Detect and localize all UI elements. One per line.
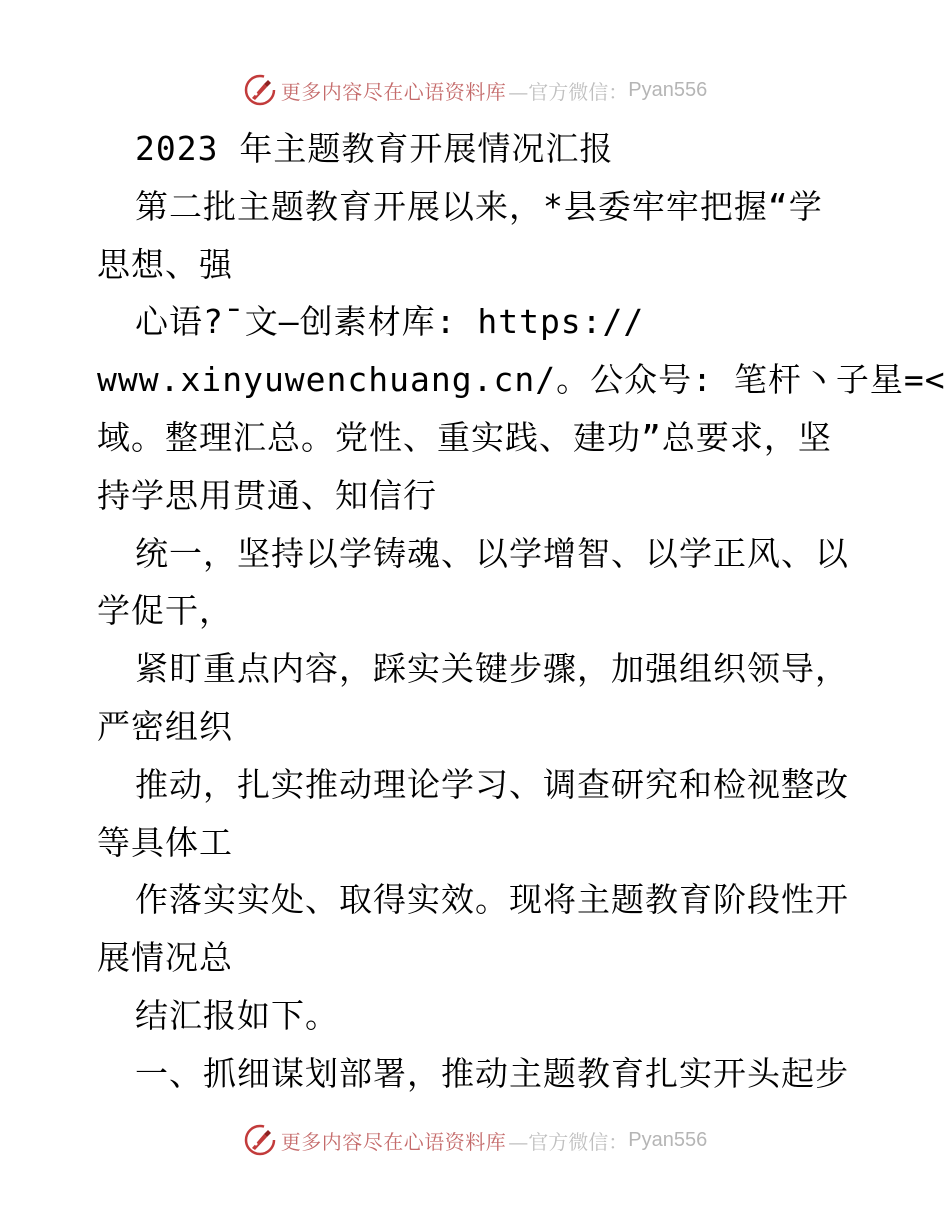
text-line: 严密组织 (97, 706, 233, 746)
text-line: 展情况总 (97, 938, 233, 978)
pen-logo-icon (243, 1123, 277, 1157)
text-line: 思想、强 (97, 244, 233, 284)
text-line: 紧盯重点内容，踩实关键步骤，加强组织领导， (135, 649, 849, 689)
text-line: 统一，坚持以学铸魂、以学增智、以学正风、以 (135, 533, 849, 573)
text-line: 2023 年主题教育开展情况汇报 (135, 129, 614, 168)
text-line: 推动，扎实推动理论学习、调查研究和检视整改 (135, 764, 849, 804)
header-banner (0, 70, 950, 110)
promo-text: 更多内容尽在心语资料库 (280, 79, 507, 104)
text-line: 学促干， (97, 591, 233, 631)
wechat-label: —官方微信： (508, 1129, 629, 1154)
text-line: 结汇报如下。 (135, 995, 339, 1035)
text-line: 心语?¯文—创素材库: https:// (135, 302, 645, 342)
wechat-id: Pyan556 (628, 1128, 708, 1151)
wechat-label: —官方微信： (508, 79, 629, 104)
wechat-id: Pyan556 (628, 78, 708, 101)
text-line: 作落实实处、取得实效。现将主题教育阶段性开 (135, 880, 849, 920)
text-line: 持学思用贯通、知信行 (97, 475, 437, 515)
text-line: 等具体工 (97, 822, 233, 862)
text-line: 第二批主题教育开展以来，*县委牢牢把握“学 (135, 186, 823, 226)
footer-banner (0, 1120, 950, 1160)
text-line: www.xinyuwenchuang.cn/。公众号: 笔杆丶子星=< (97, 360, 946, 400)
pen-logo-icon (243, 73, 277, 107)
text-line: 域。整理汇总。党性、重实践、建功”总要求，坚 (97, 417, 832, 457)
promo-text: 更多内容尽在心语资料库 (280, 1129, 507, 1154)
text-line: 一、抓细谋划部署，推动主题教育扎实开头起步 (135, 1053, 849, 1093)
document-body (97, 120, 946, 1103)
